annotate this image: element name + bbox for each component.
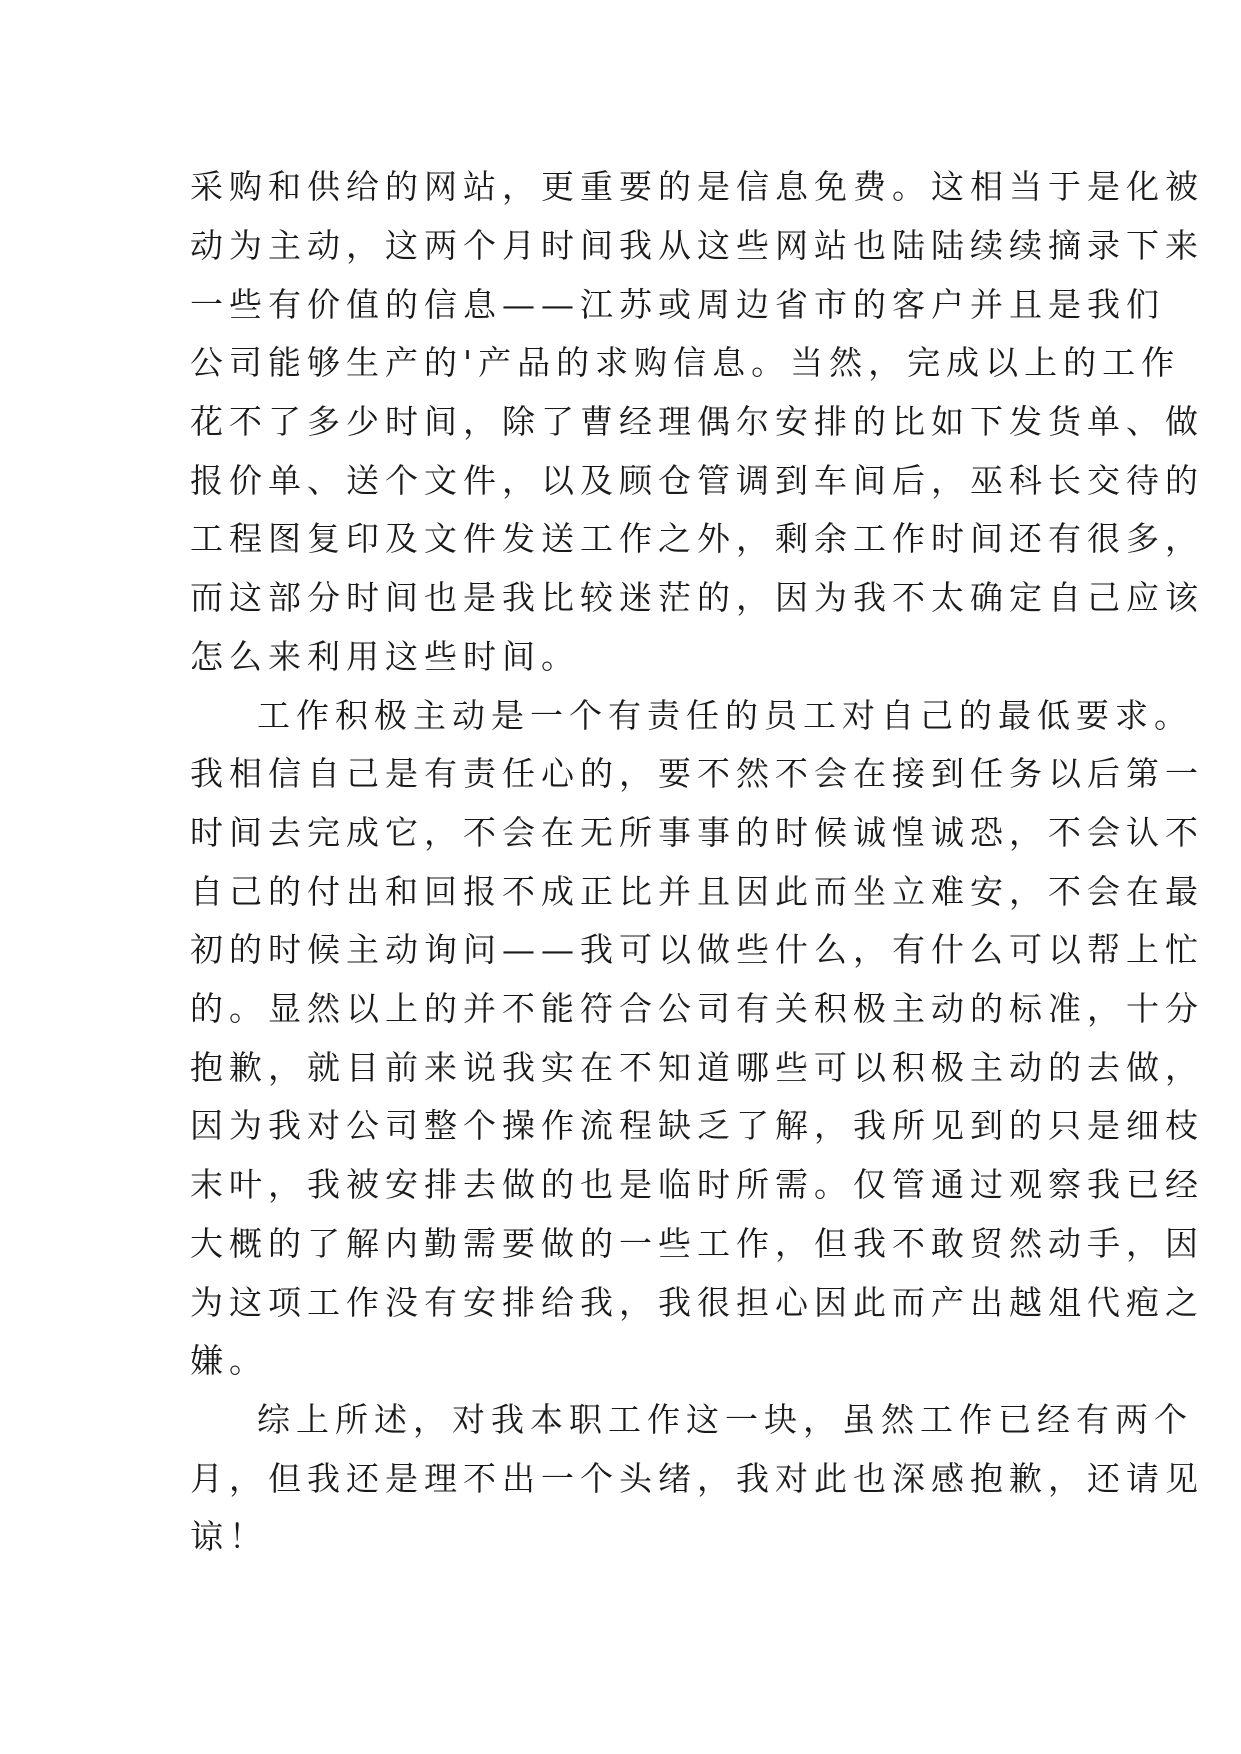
- text-line: 为这项工作没有安排给我，我很担心因此而产出越俎代疱之: [190, 1283, 1204, 1322]
- paragraph-start-line: 工作积极主动是一个有责任的员工对自己的最低要求。: [257, 696, 1193, 735]
- text-line: 而这部分时间也是我比较迷茫的，因为我不太确定自己应该: [190, 578, 1204, 617]
- text-line: 抱歉，就目前来说我实在不知道哪些可以积极主动的去做，: [190, 1048, 1204, 1087]
- text-line: 初的时候主动询问——我可以做些什么，有什么可以帮上忙: [190, 930, 1204, 969]
- text-line: 谅！: [190, 1517, 268, 1556]
- text-line: 动为主动，这两个月时间我从这些网站也陆陆续续摘录下来: [190, 226, 1204, 265]
- text-line: 报价单、送个文件，以及顾仓管调到车间后，巫科长交待的: [190, 461, 1204, 500]
- text-line: 怎么来利用这些时间。: [190, 637, 580, 676]
- text-line: 花不了多少时间，除了曹经理偶尔安排的比如下发货单、做: [190, 402, 1204, 441]
- text-line: 我相信自己是有责任心的，要不然不会在接到任务以后第一: [190, 754, 1204, 793]
- text-line: 因为我对公司整个操作流程缺乏了解，我所见到的只是细枝: [190, 1106, 1204, 1145]
- text-line: 月，但我还是理不出一个头绪，我对此也深感抱歉，还请见: [190, 1459, 1204, 1498]
- text-line: 采购和供给的网站，更重要的是信息免费。这相当于是化被: [190, 167, 1204, 206]
- text-line: 末叶，我被安排去做的也是临时所需。仅管通过观察我已经: [190, 1165, 1204, 1204]
- text-line: 工程图复印及文件发送工作之外，剩余工作时间还有很多，: [190, 519, 1204, 558]
- text-line: 嫌。: [190, 1341, 268, 1380]
- text-line: 自己的付出和回报不成正比并且因此而坐立难安，不会在最: [190, 872, 1204, 911]
- text-line: 公司能够生产的'产品的求购信息。当然，完成以上的工作: [190, 343, 1181, 382]
- text-line: 一些有价值的信息——江苏或周边省市的客户并且是我们: [190, 285, 1165, 324]
- text-line: 时间去完成它，不会在无所事事的时候诚惶诚恐，不会认不: [190, 813, 1204, 852]
- text-line: 大概的了解内勤需要做的一些工作，但我不敢贸然动手，因: [190, 1224, 1204, 1263]
- paragraph-start-line: 综上所述，对我本职工作这一块，虽然工作已经有两个: [257, 1400, 1193, 1439]
- text-line: 的。显然以上的并不能符合公司有关积极主动的标准，十分: [190, 989, 1204, 1028]
